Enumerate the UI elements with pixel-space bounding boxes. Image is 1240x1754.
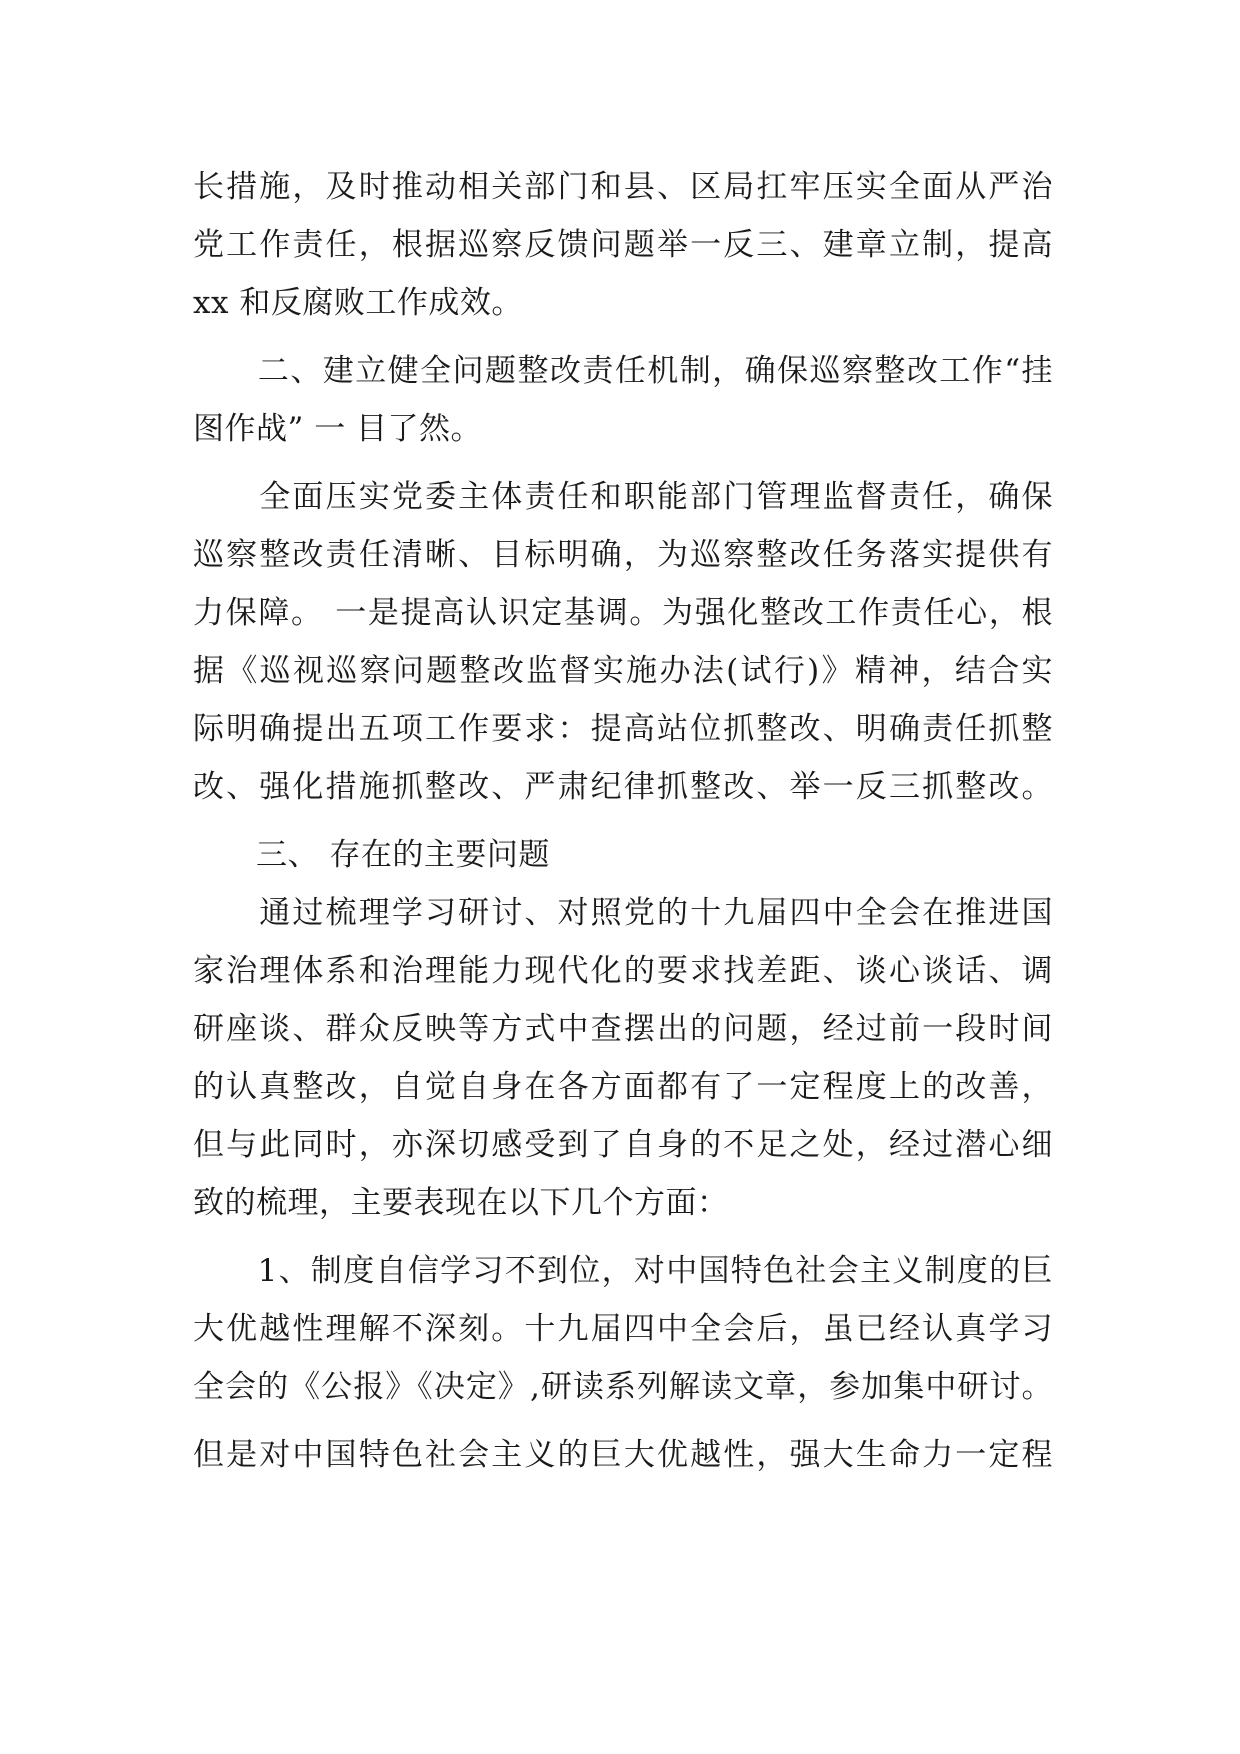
section-heading-line: 图作战” 一 目了然。 [193, 411, 483, 447]
text-line: 巡察整改责任清晰、目标明确，为巡察整改任务落实提供有 [193, 537, 1053, 573]
text-line: 的认真整改，自觉自身在各方面都有了一定程度上的改善， [193, 1069, 1053, 1105]
text-line: 1、制度自信学习不到位，对中国特色社会主义制度的巨 [193, 1253, 1053, 1289]
section-heading: 三、 存在的主要问题 [193, 837, 550, 873]
text-line: 研座谈、群众反映等方式中查摆出的问题，经过前一段时间 [193, 1011, 1053, 1047]
text-line: 据《巡视巡察问题整改监督实施办法(试行)》精神，结合实 [193, 653, 1053, 689]
text-line: 大优越性理解不深刻。十九届四中全会后，虽已经认真学习 [193, 1311, 1053, 1347]
text-line: 全面压实党委主体责任和职能部门管理监督责任，确保 [193, 479, 1053, 515]
text-line: 但是对中国特色社会主义的巨大优越性，强大生命力一定程 [193, 1437, 1053, 1473]
text-line: 际明确提出五项工作要求：提高站位抓整改、明确责任抓整 [193, 711, 1053, 747]
text-line: 党工作责任，根据巡察反馈问题举一反三、建章立制，提高 [193, 227, 1053, 263]
text-line: 长措施，及时推动相关部门和县、区局扛牢压实全面从严治 [193, 169, 1053, 205]
text-line: 全会的《公报》《决定》,研读系列解读文章，参加集中研讨。 [193, 1369, 1053, 1405]
text-line: 致的梳理，主要表现在以下几个方面： [193, 1185, 729, 1221]
text-line: 力保障。 一是提高认识定基调。为强化整改工作责任心，根 [193, 595, 1053, 631]
text-line: 通过梳理学习研讨、对照党的十九届四中全会在推进国 [193, 895, 1053, 931]
text-line: 家治理体系和治理能力现代化的要求找差距、谈心谈话、调 [193, 953, 1053, 989]
text-line: 但与此同时，亦深切感受到了自身的不足之处，经过潜心细 [193, 1127, 1053, 1163]
text-line: xx 和反腐败工作成效。 [193, 285, 523, 321]
section-heading-line: 二、建立健全问题整改责任机制，确保巡察整改工作“挂 [193, 353, 1053, 389]
body-text [193, 158, 1053, 1484]
text-line: 改、强化措施抓整改、严肃纪律抓整改、举一反三抓整改。 [193, 769, 1053, 805]
